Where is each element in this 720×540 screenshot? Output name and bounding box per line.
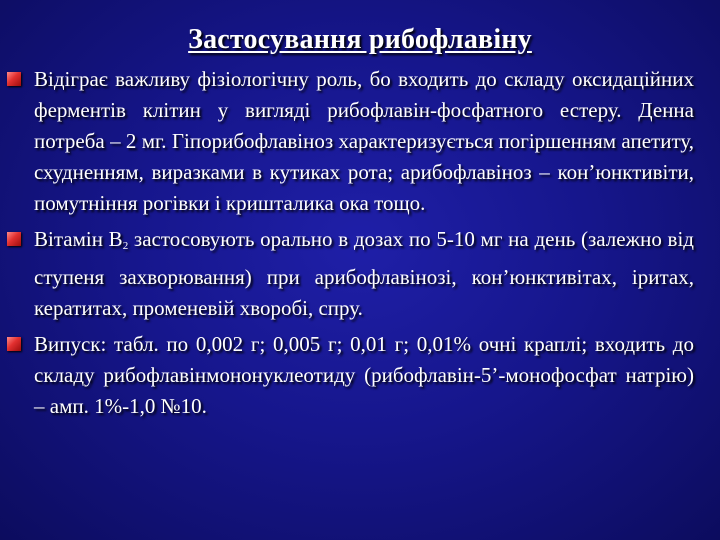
bullet-text: Відіграє важливу фізіологічну роль, бо входить до складу оксидаційних ферментів клітин у вигляді рибофлавін-фосфатного естеру. Денна потреба – 2 мг. Гіпорибофлавіноз характеризується погіршенням апетиту, схудненням, виразками в кутиках рота; арибофлавіноз – кон’юнктивіти, помутніння рогівки і кришталика ока тощо. — [34, 67, 694, 215]
bullet-text: Випуск: табл. по 0,002 г; 0,005 г; 0,01 г; 0,01% очні краплі; входить до складу рибофлавінмононуклеотиду (рибофлавін-5’-монофосфат натрію) – амп. 1%-1,0 №10. — [34, 332, 694, 418]
square-bullet-icon — [7, 72, 21, 86]
bullet-text-start: Вітамін В — [34, 227, 123, 251]
square-bullet-icon — [7, 337, 21, 351]
square-bullet-icon — [7, 232, 21, 246]
bullet-item-usage — [34, 224, 694, 324]
bullet-item-function — [34, 64, 694, 219]
bullet-list — [34, 64, 694, 427]
slide-title: Застосування рибофлавіну — [188, 24, 532, 55]
bullet-text-end: застосовують орально в дозах по 5-10 мг на день (залежно від ступеня захворювання) при арибофлавінозі, кон’юнктивітах, іритах, кератитах, променевій хворобі, спру. — [34, 227, 694, 320]
vitamin-subscript: 2 — [122, 240, 129, 252]
bullet-item-release-form — [34, 329, 694, 422]
